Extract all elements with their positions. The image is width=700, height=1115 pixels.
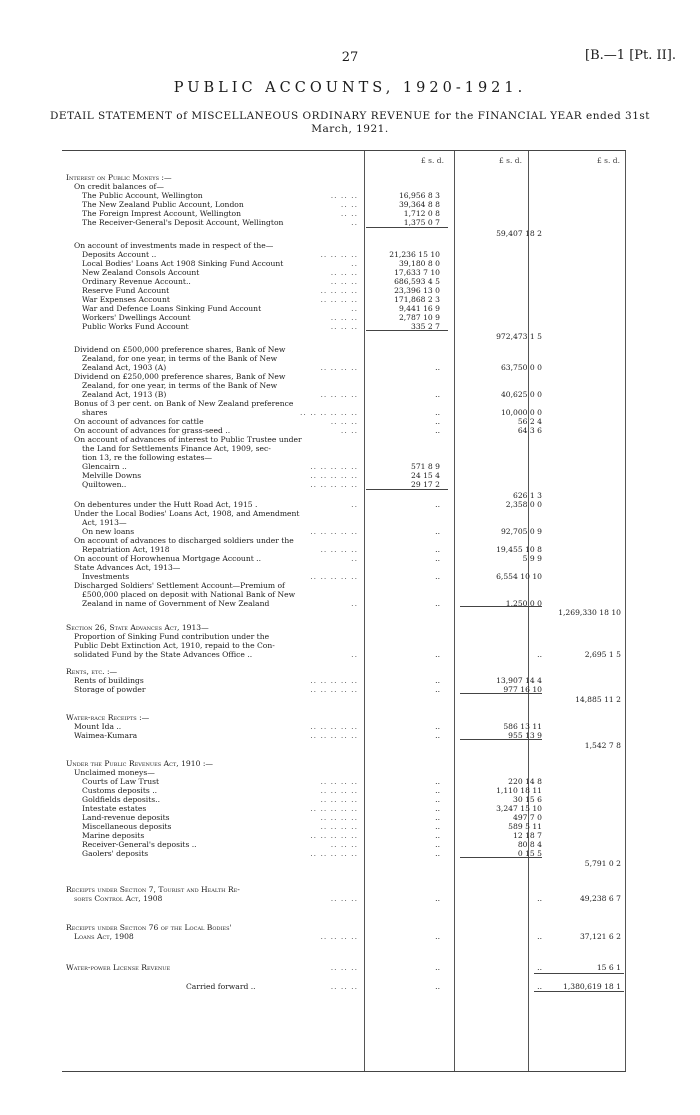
leader-dots: .. .. .. xyxy=(330,894,358,903)
leader-dots: .. .. .. xyxy=(330,840,358,849)
amount-c1: .. xyxy=(435,599,440,608)
amount-c2: 30 15 6 xyxy=(513,795,542,804)
leader-dots: .. .. .. .. xyxy=(320,777,358,786)
leader-dots: .. xyxy=(351,259,358,268)
table-row xyxy=(62,822,626,831)
amount-c2: 13,907 14 4 xyxy=(496,676,542,685)
section-heading: Receipts under Section 7, Tourist and Health Re- xyxy=(66,885,240,894)
leader-dots: .. .. .. .. .. xyxy=(310,572,358,581)
leader-dots: .. xyxy=(351,599,358,608)
row-label: Act, 1913— xyxy=(82,518,127,527)
row-label: New Zealand Consols Account xyxy=(82,268,200,277)
leader-dots: .. .. .. .. .. xyxy=(310,462,358,471)
table-row xyxy=(62,390,626,399)
document-reference: [B.—1 [Pt. II]. xyxy=(585,48,676,63)
sum-rule xyxy=(460,606,542,607)
amount-c1: .. xyxy=(435,963,440,972)
amount-c1: 29 17 2 xyxy=(411,480,440,489)
amount-c2: 10,000 0 0 xyxy=(500,408,542,417)
table-row xyxy=(62,777,626,786)
amount-c1: .. xyxy=(435,840,440,849)
table-row xyxy=(62,545,626,554)
amount-c1: .. xyxy=(435,426,440,435)
section-heading: Loans Act, 1908 xyxy=(74,932,134,941)
leader-dots: .. .. .. .. .. xyxy=(310,849,358,858)
amount-c2: 40,625 0 0 xyxy=(500,390,542,399)
amount-c1: .. xyxy=(435,650,440,659)
table-row xyxy=(62,295,626,304)
row-label: The Public Account, Wellington xyxy=(82,191,203,200)
leader-dots: .. .. .. .. .. xyxy=(310,731,358,740)
amount-c1: .. xyxy=(435,894,440,903)
table-row xyxy=(62,354,626,363)
leader-dots: .. .. .. .. xyxy=(320,390,358,399)
amount-c2: 220 14 8 xyxy=(508,777,542,786)
row-label: Zealand Act, 1903 (A) xyxy=(82,363,167,372)
row-label: On account of advances for grass-seed .. xyxy=(74,426,231,435)
leader-dots: .. .. .. xyxy=(330,277,358,286)
leader-dots: .. xyxy=(351,554,358,563)
table-row xyxy=(62,676,626,685)
table-row xyxy=(62,759,626,768)
table-row xyxy=(62,471,626,480)
amount-c1: .. xyxy=(435,554,440,563)
amount-c3: 2,695 1 5 xyxy=(584,650,621,659)
sum-rule xyxy=(366,489,448,490)
table-row xyxy=(62,241,626,250)
row-label: Under the Local Bodies' Loans Act, 1908, and Amendment xyxy=(74,509,300,518)
table-row xyxy=(62,932,626,941)
row-label: Unclaimed moneys— xyxy=(74,768,155,777)
row-label: War and Defence Loans Sinking Fund Account xyxy=(82,304,262,313)
leader-dots: .. .. .. .. .. xyxy=(310,527,358,536)
column-header-3: £ s. d. xyxy=(597,156,620,165)
amount-c1: .. xyxy=(435,932,440,941)
amount-c2: 63,750 0 0 xyxy=(500,363,542,372)
table-row xyxy=(62,444,626,453)
leader-dots: .. xyxy=(351,500,358,509)
table-row xyxy=(62,399,626,408)
leader-dots: .. .. xyxy=(340,200,358,209)
table-row xyxy=(62,768,626,777)
amount-c1: .. xyxy=(435,363,440,372)
row-label: The Receiver-General's Deposit Account, Wellington xyxy=(82,218,284,227)
sum-rule xyxy=(366,330,448,331)
leader-dots: .. .. .. .. .. xyxy=(310,831,358,840)
table-row xyxy=(62,859,626,868)
table-row xyxy=(62,641,626,650)
table-row xyxy=(62,500,626,509)
row-label: Zealand, for one year, in terms of the Bank of New xyxy=(82,381,278,390)
table-row xyxy=(62,572,626,581)
table-row xyxy=(62,650,626,659)
statement-subtitle: DETAIL STATEMENT of MISCELLANEOUS ORDINARY REVENUE for the FINANCIAL YEAR ended 31st March, 1921. xyxy=(50,110,650,135)
row-label: Miscellaneous deposits xyxy=(82,822,172,831)
row-label: Storage of powder xyxy=(74,685,146,694)
amount-c1: .. xyxy=(435,545,440,554)
sum-rule xyxy=(460,739,542,740)
amount-c2: 64 3 6 xyxy=(517,426,542,435)
row-label: Land-revenue deposits xyxy=(82,813,170,822)
amount-c2: .. xyxy=(537,650,542,659)
amount-c3: 1,542 7 8 xyxy=(584,741,621,750)
amount-c1: 686,593 4 5 xyxy=(394,277,440,286)
amount-c1: 17,633 7 10 xyxy=(394,268,440,277)
amount-c2: 3,247 15 10 xyxy=(496,804,542,813)
leader-dots: .. .. .. .. .. xyxy=(310,804,358,813)
sum-rule xyxy=(460,693,542,694)
section-heading: Under the Public Revenues Act, 1910 :— xyxy=(66,759,213,768)
amount-c1: .. xyxy=(435,390,440,399)
table-row xyxy=(62,363,626,372)
leader-dots: .. .. .. xyxy=(330,313,358,322)
row-label: Zealand in name of Government of New Zealand xyxy=(82,599,270,608)
section-heading: sorts Control Act, 1908 xyxy=(74,894,163,903)
amount-c1: .. xyxy=(435,849,440,858)
table-row xyxy=(62,554,626,563)
table-row xyxy=(62,491,626,500)
row-label: Glencairn .. xyxy=(82,462,127,471)
leader-dots: .. .. .. xyxy=(330,322,358,331)
table-row xyxy=(62,804,626,813)
amount-c2: .. xyxy=(537,982,542,991)
leader-dots: .. .. .. .. xyxy=(320,250,358,259)
table-row xyxy=(62,963,626,972)
amount-c1: 171,868 2 3 xyxy=(394,295,440,304)
amount-c1: .. xyxy=(435,831,440,840)
table-row xyxy=(62,200,626,209)
table-row xyxy=(62,527,626,536)
table-row xyxy=(62,982,626,991)
amount-c2: 497 7 0 xyxy=(513,813,542,822)
table-row xyxy=(62,667,626,676)
table-row xyxy=(62,372,626,381)
amount-c1: .. xyxy=(435,676,440,685)
table-row xyxy=(62,632,626,641)
amount-c1: 39,180 8 0 xyxy=(398,259,440,268)
amount-c1: .. xyxy=(435,822,440,831)
column-header-1: £ s. d. xyxy=(421,156,444,165)
table-row xyxy=(62,840,626,849)
table-row xyxy=(62,182,626,191)
sum-rule xyxy=(366,227,448,228)
leader-dots: .. .. .. .. .. .. xyxy=(299,408,358,417)
amount-c1: .. xyxy=(435,813,440,822)
table-row xyxy=(62,923,626,932)
leader-dots: .. .. .. .. xyxy=(320,932,358,941)
amount-c2: .. xyxy=(537,932,542,941)
table-row xyxy=(62,894,626,903)
row-label: Mount Ida .. xyxy=(74,722,122,731)
table-row xyxy=(62,209,626,218)
row-label: Reserve Fund Account xyxy=(82,286,170,295)
row-label: the Land for Settlements Finance Act, 1909, sec- xyxy=(82,444,271,453)
row-label: Local Bodies' Loans Act 1908 Sinking Fund Account xyxy=(82,259,284,268)
amount-c1: .. xyxy=(435,731,440,740)
row-label: Goldfields deposits.. xyxy=(82,795,160,804)
row-label: Ordinary Revenue Account.. xyxy=(82,277,191,286)
leader-dots: .. .. .. .. .. xyxy=(310,685,358,694)
amount-c1: .. xyxy=(435,786,440,795)
row-label: Public Debt Extinction Act, 1910, repaid to the Con- xyxy=(74,641,275,650)
table-row xyxy=(62,722,626,731)
row-label: Carried forward .. xyxy=(186,982,256,991)
leader-dots: .. .. .. xyxy=(330,982,358,991)
table-row xyxy=(62,259,626,268)
row-label: Investments xyxy=(82,572,130,581)
table-row xyxy=(62,191,626,200)
amount-c1: .. xyxy=(435,804,440,813)
leader-dots: .. xyxy=(351,304,358,313)
amount-c1: .. xyxy=(435,722,440,731)
row-label: Proportion of Sinking Fund contribution under the xyxy=(74,632,270,641)
amount-c1: 335 2 7 xyxy=(411,322,440,331)
amount-c2: 80 8 4 xyxy=(517,840,542,849)
leader-dots: .. xyxy=(351,650,358,659)
row-label: The New Zealand Public Account, London xyxy=(82,200,244,209)
amount-c2: 1,110 18 11 xyxy=(496,786,542,795)
row-label: Public Works Fund Account xyxy=(82,322,189,331)
amount-c1: 571 8 9 xyxy=(411,462,440,471)
amount-c1: .. xyxy=(435,982,440,991)
section-heading: Rents, etc. :— xyxy=(66,667,118,676)
row-label: The Foreign Imprest Account, Wellington xyxy=(82,209,242,218)
amount-c1: 23,396 13 0 xyxy=(394,286,440,295)
row-label: Zealand, for one year, in terms of the Bank of New xyxy=(82,354,278,363)
table-row xyxy=(62,885,626,894)
leader-dots: .. .. .. .. xyxy=(320,786,358,795)
row-label: War Expenses Account xyxy=(82,295,170,304)
sum-rule xyxy=(534,973,624,974)
leader-dots: .. .. .. xyxy=(330,963,358,972)
amount-c2: 6,554 10 10 xyxy=(496,572,542,581)
table-row xyxy=(62,322,626,331)
amount-c2: 589 5 11 xyxy=(508,822,542,831)
table-row xyxy=(62,286,626,295)
amount-c3: 15 6 1 xyxy=(596,963,621,972)
leader-dots: .. xyxy=(351,218,358,227)
amount-c2: 56 2 4 xyxy=(517,417,542,426)
leader-dots: .. .. .. xyxy=(330,268,358,277)
amount-c1: 21,236 15 10 xyxy=(389,250,440,259)
leader-dots: .. .. .. .. xyxy=(320,795,358,804)
table-row xyxy=(62,277,626,286)
table-row xyxy=(62,453,626,462)
amount-c1: .. xyxy=(435,500,440,509)
amount-c1: 16,956 8 3 xyxy=(398,191,440,200)
amount-c2: 59,407 18 2 xyxy=(496,229,542,238)
amount-c2: 19,455 10 8 xyxy=(496,545,542,554)
row-label: Deposits Account .. xyxy=(82,250,157,259)
leader-dots: .. .. .. .. xyxy=(320,363,358,372)
table-row xyxy=(62,741,626,750)
page-number: 27 xyxy=(341,50,359,65)
table-row xyxy=(62,426,626,435)
table-row xyxy=(62,813,626,822)
table-row xyxy=(62,417,626,426)
row-label: Zealand Act, 1913 (B) xyxy=(82,390,167,399)
table-row xyxy=(62,695,626,704)
amount-c1: .. xyxy=(435,417,440,426)
table-row xyxy=(62,313,626,322)
table-row xyxy=(62,590,626,599)
table-row xyxy=(62,435,626,444)
amount-c1: .. xyxy=(435,572,440,581)
table-row xyxy=(62,831,626,840)
amount-c2: 955 13 9 xyxy=(508,731,542,740)
amount-c2: .. xyxy=(537,963,542,972)
row-label: Marine deposits xyxy=(82,831,145,840)
sum-rule xyxy=(534,991,624,992)
row-label: Intestate estates xyxy=(82,804,147,813)
table-row xyxy=(62,345,626,354)
amount-c2: 626 1 3 xyxy=(513,491,542,500)
leader-dots: .. .. .. .. xyxy=(320,545,358,554)
row-label: £500,000 placed on deposit with National Bank of New xyxy=(82,590,296,599)
row-label: On account of investments made in respect of the— xyxy=(74,241,274,250)
sum-rule xyxy=(460,857,542,858)
table-row xyxy=(62,795,626,804)
leader-dots: .. .. .. .. xyxy=(320,822,358,831)
row-label: Melville Downs xyxy=(82,471,142,480)
leader-dots: .. .. .. .. .. xyxy=(310,722,358,731)
table-row xyxy=(62,536,626,545)
amount-c1: 1,375 0 7 xyxy=(403,218,440,227)
table-row xyxy=(62,381,626,390)
leader-dots: .. .. .. .. xyxy=(320,286,358,295)
table-row xyxy=(62,408,626,417)
leader-dots: .. .. xyxy=(340,426,358,435)
row-label: On account of advances to discharged soldiers under the xyxy=(74,536,294,545)
amount-c2: .. xyxy=(537,894,542,903)
table-row xyxy=(62,332,626,341)
table-row xyxy=(62,173,626,182)
row-label: shares xyxy=(82,408,108,417)
row-label: Discharged Soldiers' Settlement Account—Premium of xyxy=(74,581,285,590)
leader-dots: .. .. .. .. .. xyxy=(310,480,358,489)
column-header-2: £ s. d. xyxy=(499,156,522,165)
row-label: Gaolers' deposits xyxy=(82,849,149,858)
row-label: On account of Horowhenua Mortgage Account .. xyxy=(74,554,262,563)
amount-c1: .. xyxy=(435,685,440,694)
row-label: On debentures under the Hutt Road Act, 1915 . xyxy=(74,500,258,509)
leader-dots: .. .. .. .. .. xyxy=(310,471,358,480)
leader-dots: .. .. .. .. xyxy=(320,813,358,822)
amount-c2: 5 9 9 xyxy=(522,554,542,563)
amount-c2: 2,358 0 0 xyxy=(505,500,542,509)
row-label: solidated Fund by the State Advances Office .. xyxy=(74,650,253,659)
amount-c1: 24 15 4 xyxy=(411,471,440,480)
row-label: Receiver-General's deposits .. xyxy=(82,840,197,849)
row-label: Courts of Law Trust xyxy=(82,777,160,786)
page-title: PUBLIC ACCOUNTS, 1920-1921. xyxy=(173,80,527,96)
table-row xyxy=(62,218,626,227)
row-label: Quiltowen.. xyxy=(82,480,127,489)
table-row xyxy=(62,480,626,489)
amount-c3: 1,269,330 18 10 xyxy=(558,608,621,617)
row-label: State Advances Act, 1913— xyxy=(74,563,181,572)
section-heading: Water-power License Revenue xyxy=(66,963,171,972)
table-row xyxy=(62,229,626,238)
amount-c2: 1,250 0 0 xyxy=(505,599,542,608)
leader-dots: .. .. .. xyxy=(330,417,358,426)
table-row xyxy=(62,623,626,632)
row-label: Bonus of 3 per cent. on Bank of New Zealand preference xyxy=(74,399,294,408)
amount-c3: 14,885 11 2 xyxy=(575,695,621,704)
leader-dots: .. .. .. .. xyxy=(320,295,358,304)
amount-c1: .. xyxy=(435,795,440,804)
table-row xyxy=(62,608,626,617)
table-row xyxy=(62,518,626,527)
amount-c3: 1,380,619 18 1 xyxy=(563,982,621,991)
row-label: On credit balances of— xyxy=(74,182,164,191)
row-label: Waimea-Kumara xyxy=(74,731,138,740)
row-label: Rents of buildings xyxy=(74,676,144,685)
row-label: tion 13, re the following estates— xyxy=(82,453,213,462)
amount-c2: 0 15 5 xyxy=(517,849,542,858)
row-label: Repatriation Act, 1918 xyxy=(82,545,170,554)
amount-c3: 37,121 6 2 xyxy=(579,932,621,941)
table-row xyxy=(62,713,626,722)
leader-dots: .. .. .. .. .. xyxy=(310,676,358,685)
table-row xyxy=(62,304,626,313)
amount-c1: 9,441 16 9 xyxy=(398,304,440,313)
section-heading: Receipts under Section 76 of the Local Bodies' xyxy=(66,923,232,932)
leader-dots: .. .. .. xyxy=(330,191,358,200)
row-label: On new loans xyxy=(82,527,135,536)
row-label: Customs deposits .. xyxy=(82,786,158,795)
table-row xyxy=(62,268,626,277)
amount-c2: 92,705 0 9 xyxy=(500,527,542,536)
table-row xyxy=(62,462,626,471)
row-label: Workers' Dwellings Account xyxy=(82,313,191,322)
amount-c1: 2,787 10 9 xyxy=(398,313,440,322)
amount-c3: 5,791 0 2 xyxy=(584,859,621,868)
row-label: On account of advances for cattle xyxy=(74,417,204,426)
row-label: Dividend on £500,000 preference shares, Bank of New xyxy=(74,345,286,354)
amount-c1: .. xyxy=(435,408,440,417)
amount-c2: 586 13 11 xyxy=(503,722,542,731)
table-row xyxy=(62,250,626,259)
amount-c2: 972,473 1 5 xyxy=(496,332,542,341)
table-row xyxy=(62,786,626,795)
amount-c1: .. xyxy=(435,527,440,536)
section-heading: Water-race Receipts :— xyxy=(66,713,150,722)
revenue-table xyxy=(62,150,626,1072)
amount-c1: .. xyxy=(435,777,440,786)
row-label: On account of advances of interest to Public Trustee under xyxy=(74,435,302,444)
row-label: Dividend on £250,000 preference shares, Bank of New xyxy=(74,372,286,381)
amount-c3: 49,238 6 7 xyxy=(579,894,621,903)
amount-c1: 39,364 8 8 xyxy=(398,200,440,209)
section-heading: Section 26, State Advances Act, 1913— xyxy=(66,623,209,632)
table-row xyxy=(62,509,626,518)
table-row xyxy=(62,563,626,572)
amount-c1: 1,712 0 8 xyxy=(403,209,440,218)
amount-c2: 977 16 10 xyxy=(503,685,542,694)
section-heading: Interest on Public Moneys :— xyxy=(66,173,172,182)
amount-c2: 12 18 7 xyxy=(513,831,542,840)
leader-dots: .. .. xyxy=(340,209,358,218)
table-row xyxy=(62,581,626,590)
